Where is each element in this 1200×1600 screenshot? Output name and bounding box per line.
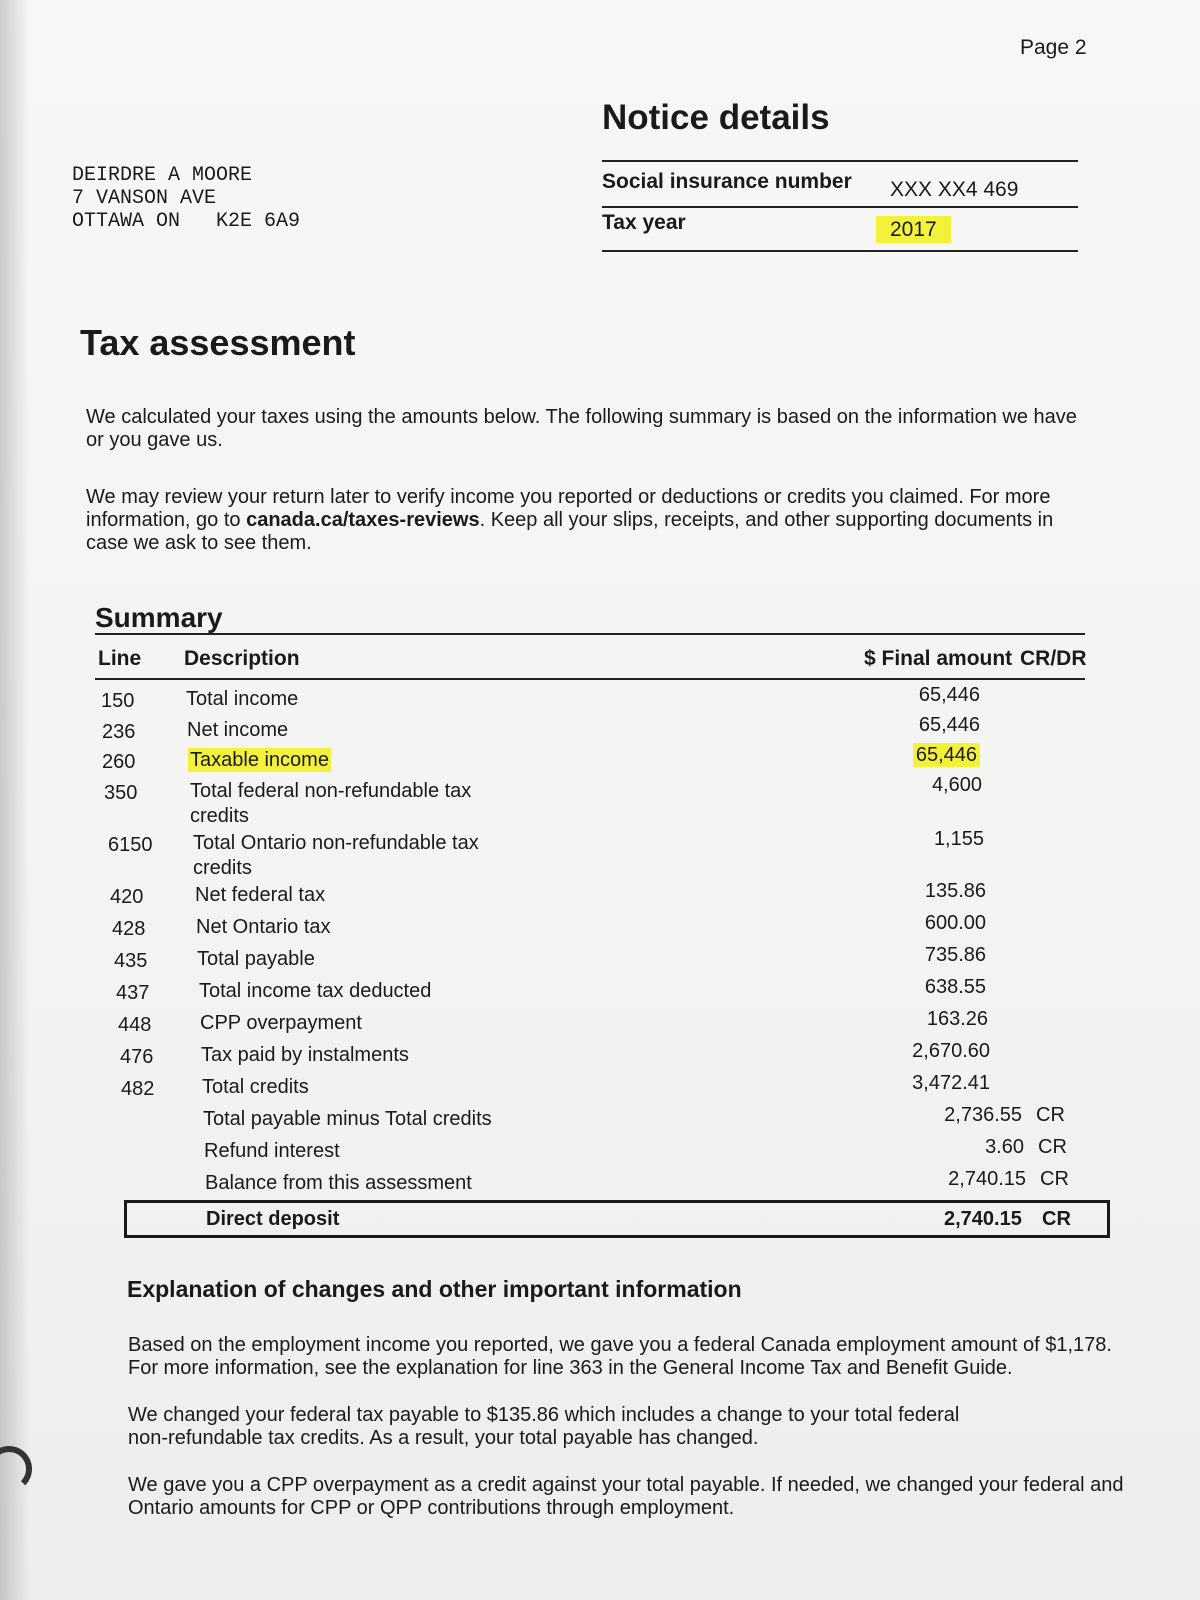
direct-deposit-amount: 2,740.15 bbox=[944, 1208, 1022, 1230]
row-description bbox=[187, 718, 507, 743]
row-description-text: Total credits bbox=[202, 1076, 309, 1098]
row-amount bbox=[860, 744, 980, 767]
column-header-amount: $ Final amount bbox=[864, 647, 1013, 670]
row-amount-text: 600.00 bbox=[924, 912, 986, 934]
notice-divider bbox=[602, 250, 1078, 252]
row-description bbox=[186, 687, 506, 712]
row-crdr: CR bbox=[1036, 1104, 1065, 1126]
row-amount-text: 65,446 bbox=[913, 743, 980, 767]
reviews-link[interactable]: canada.ca/taxes-reviews bbox=[246, 509, 480, 531]
row-description-text: Net Ontario tax bbox=[196, 916, 331, 938]
row-description-text: Tax paid by instalments bbox=[201, 1044, 409, 1066]
row-line-number: 260 bbox=[102, 751, 136, 773]
row-description bbox=[205, 1171, 525, 1196]
row-description-text: Total income tax deducted bbox=[199, 980, 432, 1002]
row-amount-text: 1,155 bbox=[933, 828, 984, 850]
row-line-number: 420 bbox=[110, 886, 144, 908]
page-edge-shadow bbox=[0, 0, 30, 1600]
row-line-number: 6150 bbox=[108, 834, 153, 856]
review-text-start: We may review your return later to verify income you reported or deductions or credits you claimed. For more information, go to bbox=[86, 486, 1051, 531]
column-header-crdr: CR/DR bbox=[1020, 647, 1087, 670]
row-description-text: Total payable bbox=[197, 948, 315, 970]
row-amount bbox=[868, 1008, 988, 1031]
address-street: 7 VANSON AVE bbox=[72, 187, 217, 210]
row-line-number: 437 bbox=[116, 982, 150, 1004]
row-description bbox=[199, 979, 519, 1004]
tax-year-value bbox=[876, 218, 951, 242]
row-amount bbox=[906, 1168, 1026, 1191]
row-description-text: Total income bbox=[186, 688, 299, 710]
notice-details-title: Notice details bbox=[602, 98, 830, 137]
row-amount-text: 2,670.60 bbox=[912, 1040, 990, 1062]
row-line-number: 482 bbox=[121, 1078, 155, 1100]
row-line-number: 428 bbox=[112, 918, 146, 940]
row-description bbox=[190, 779, 510, 829]
direct-deposit-crdr: CR bbox=[1042, 1208, 1071, 1230]
assessment-review-paragraph bbox=[86, 486, 1086, 555]
notice-divider bbox=[602, 160, 1078, 162]
row-description bbox=[188, 748, 508, 773]
row-amount-text: 3.60 bbox=[985, 1136, 1024, 1158]
row-description bbox=[196, 915, 516, 940]
address-name: DEIRDRE A MOORE bbox=[72, 164, 253, 187]
direct-deposit-label: Direct deposit bbox=[206, 1208, 340, 1230]
mailing-address bbox=[72, 164, 300, 233]
row-line-number: 476 bbox=[120, 1046, 154, 1068]
row-description-text: CPP overpayment bbox=[200, 1012, 362, 1034]
row-description-text: Net income bbox=[187, 719, 289, 741]
tax-assessment-title: Tax assessment bbox=[80, 322, 356, 363]
row-amount-text: 65,446 bbox=[918, 714, 980, 736]
row-amount bbox=[860, 684, 980, 707]
row-line-number: 435 bbox=[114, 950, 148, 972]
row-amount-text: 4,600 bbox=[931, 774, 982, 796]
row-crdr: CR bbox=[1038, 1136, 1067, 1158]
row-amount bbox=[866, 912, 986, 935]
row-description bbox=[202, 1075, 522, 1100]
row-crdr: CR bbox=[1040, 1168, 1069, 1190]
row-amount bbox=[866, 880, 986, 903]
tax-year-label: Tax year bbox=[602, 211, 686, 234]
summary-header-rule bbox=[95, 678, 1085, 680]
column-header-line: Line bbox=[98, 647, 142, 670]
explanation-paragraph: We gave you a CPP overpayment as a credit against your total payable. If needed, we changed your federal and Ontario amounts for CPP or QPP contributions through employment. bbox=[128, 1474, 1124, 1519]
row-amount-text: 2,736.55 bbox=[944, 1104, 1022, 1126]
row-amount bbox=[870, 1040, 990, 1063]
row-line-number: 236 bbox=[102, 721, 136, 743]
row-amount-text: 65,446 bbox=[918, 684, 980, 706]
notice-divider bbox=[602, 206, 1078, 208]
sin-label: Social insurance number bbox=[602, 170, 852, 193]
row-amount bbox=[860, 714, 980, 737]
row-description-text: Net federal tax bbox=[195, 884, 326, 906]
row-description-text: Taxable income bbox=[190, 749, 329, 771]
column-header-description: Description bbox=[184, 647, 300, 670]
summary-title: Summary bbox=[95, 602, 223, 633]
row-amount-text: 735.86 bbox=[924, 944, 986, 966]
row-amount-text: 135.86 bbox=[924, 880, 986, 902]
row-description bbox=[201, 1043, 521, 1068]
row-description-text: Balance from this assessment bbox=[205, 1172, 472, 1194]
row-amount-text: 2,740.15 bbox=[948, 1168, 1026, 1190]
row-description-text: Total federal non-refundable tax credits bbox=[190, 780, 472, 827]
row-line-number: 448 bbox=[118, 1014, 152, 1036]
row-description-text: Total Ontario non-refundable tax credits bbox=[193, 832, 479, 879]
row-description bbox=[204, 1139, 524, 1164]
row-description bbox=[195, 883, 515, 908]
row-description bbox=[203, 1107, 523, 1132]
assessment-intro-paragraph: We calculated your taxes using the amounts below. The following summary is based on the information we have or you gave us. bbox=[86, 406, 1077, 451]
row-description-text: Refund interest bbox=[204, 1140, 340, 1162]
explanation-paragraph: Based on the employment income you reported, we gave you a federal Canada employment amount of $1,178. For more information, see the explanation for line 363 in the General Income Tax and Benefit Guide. bbox=[128, 1334, 1112, 1379]
row-amount-text: 638.55 bbox=[924, 976, 986, 998]
address-city: OTTAWA ON K2E 6A9 bbox=[72, 210, 301, 233]
highlighted-tax-year: 2017 bbox=[876, 216, 951, 243]
row-description bbox=[197, 947, 517, 972]
summary-top-rule bbox=[95, 633, 1085, 635]
page-number: Page 2 bbox=[1020, 36, 1087, 59]
row-amount bbox=[902, 1104, 1022, 1127]
review-text-end: . Keep all your slips, receipts, and other supporting documents in case we ask to see them. bbox=[86, 509, 1054, 554]
row-description bbox=[200, 1011, 520, 1036]
row-amount bbox=[866, 944, 986, 967]
row-amount bbox=[904, 1136, 1024, 1159]
row-amount bbox=[864, 828, 984, 851]
row-amount bbox=[866, 976, 986, 999]
row-amount-text: 3,472.41 bbox=[912, 1072, 990, 1094]
row-description bbox=[193, 831, 513, 881]
row-description-text: Total payable minus Total credits bbox=[203, 1108, 492, 1130]
explanation-paragraph: We changed your federal tax payable to $135.86 which includes a change to your total federal non-refundable tax credits. As a result, your total payable has changed. bbox=[128, 1404, 960, 1449]
row-line-number: 150 bbox=[101, 690, 135, 712]
sin-value: XXX XX4 469 bbox=[890, 178, 1019, 201]
row-amount bbox=[862, 774, 982, 797]
row-line-number: 350 bbox=[104, 782, 138, 804]
row-amount bbox=[870, 1072, 990, 1095]
row-amount-text: 163.26 bbox=[926, 1008, 988, 1030]
explanation-title: Explanation of changes and other important information bbox=[127, 1276, 742, 1302]
